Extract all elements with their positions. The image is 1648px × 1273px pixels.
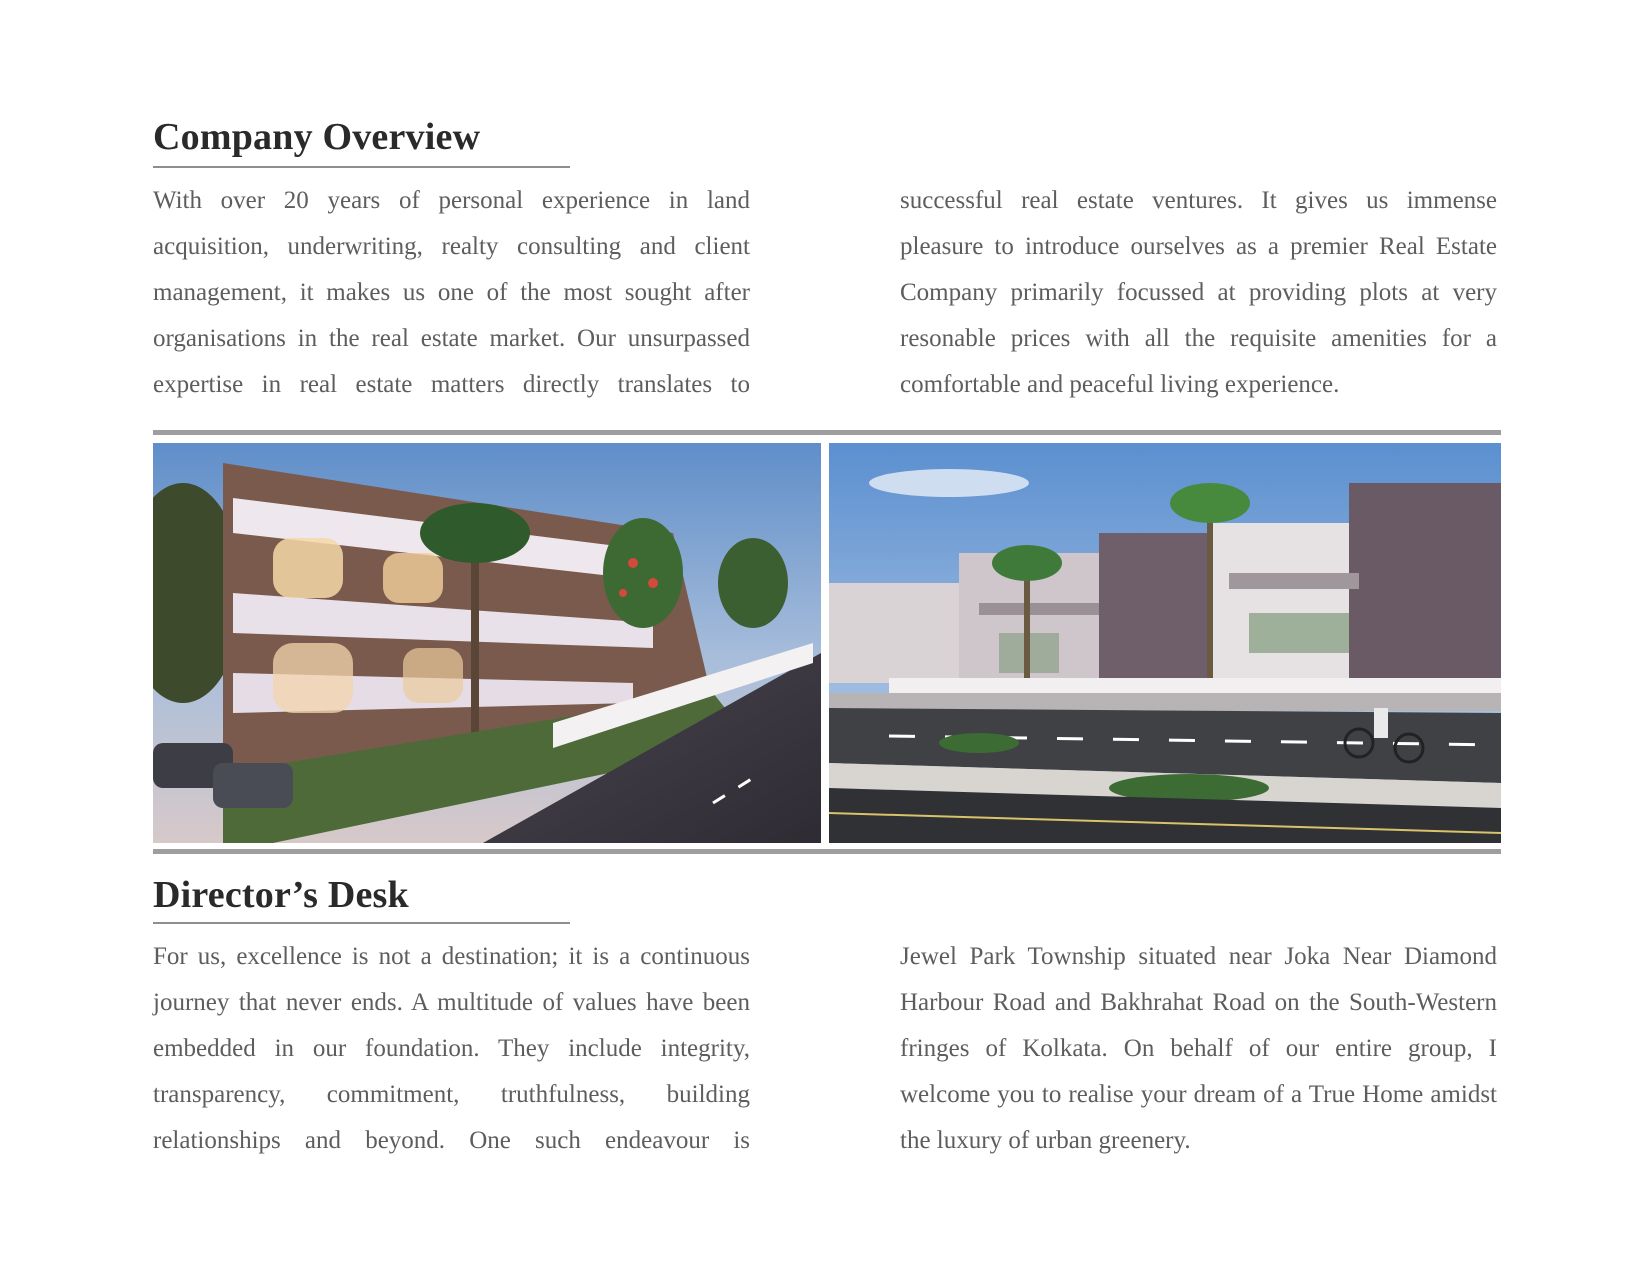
photo-band-top-rule bbox=[153, 430, 1501, 435]
company-overview-right-column: successful real estate ventures. It gives us immense pleasure to introduce ourselves as a premier Real Estate Company primarily focussed at providing plots at very resonable prices with all the requisite amenities for a comfortable and peaceful living experience. bbox=[900, 187, 1497, 398]
directors-desk-left-column: For us, excellence is not a destination; it is a continuous journey that never ends. A multitude of values have been embedded in our foundation. They include integrity, transparency, commitment, truthfulness, building relationships and beyond. One such endeavour is bbox=[153, 943, 750, 1154]
photo-band-bottom-rule bbox=[153, 849, 1501, 854]
company-overview-left-column: With over 20 years of personal experience in land acquisition, underwriting, realty consulting and client management, it makes us one of the most sought after organisations in the real estate market. Our unsurpassed expertise in real estate matters directly translates to bbox=[153, 187, 750, 398]
company-overview-title: Company Overview bbox=[153, 116, 481, 158]
directors-desk-right-column: Jewel Park Township situated near Joka Near Diamond Harbour Road and Bakhrahat Road on the South-Western fringes of Kolkata. On behalf of our entire group, I welcome you to realise your dream of a True Home amidst the luxury of urban greenery. bbox=[900, 943, 1497, 1154]
directors-desk-underline bbox=[153, 922, 570, 924]
company-overview-underline bbox=[153, 166, 570, 168]
township-street-photo bbox=[829, 443, 1501, 843]
villa-dusk-photo bbox=[153, 443, 821, 843]
directors-desk-title: Director’s Desk bbox=[153, 874, 409, 916]
